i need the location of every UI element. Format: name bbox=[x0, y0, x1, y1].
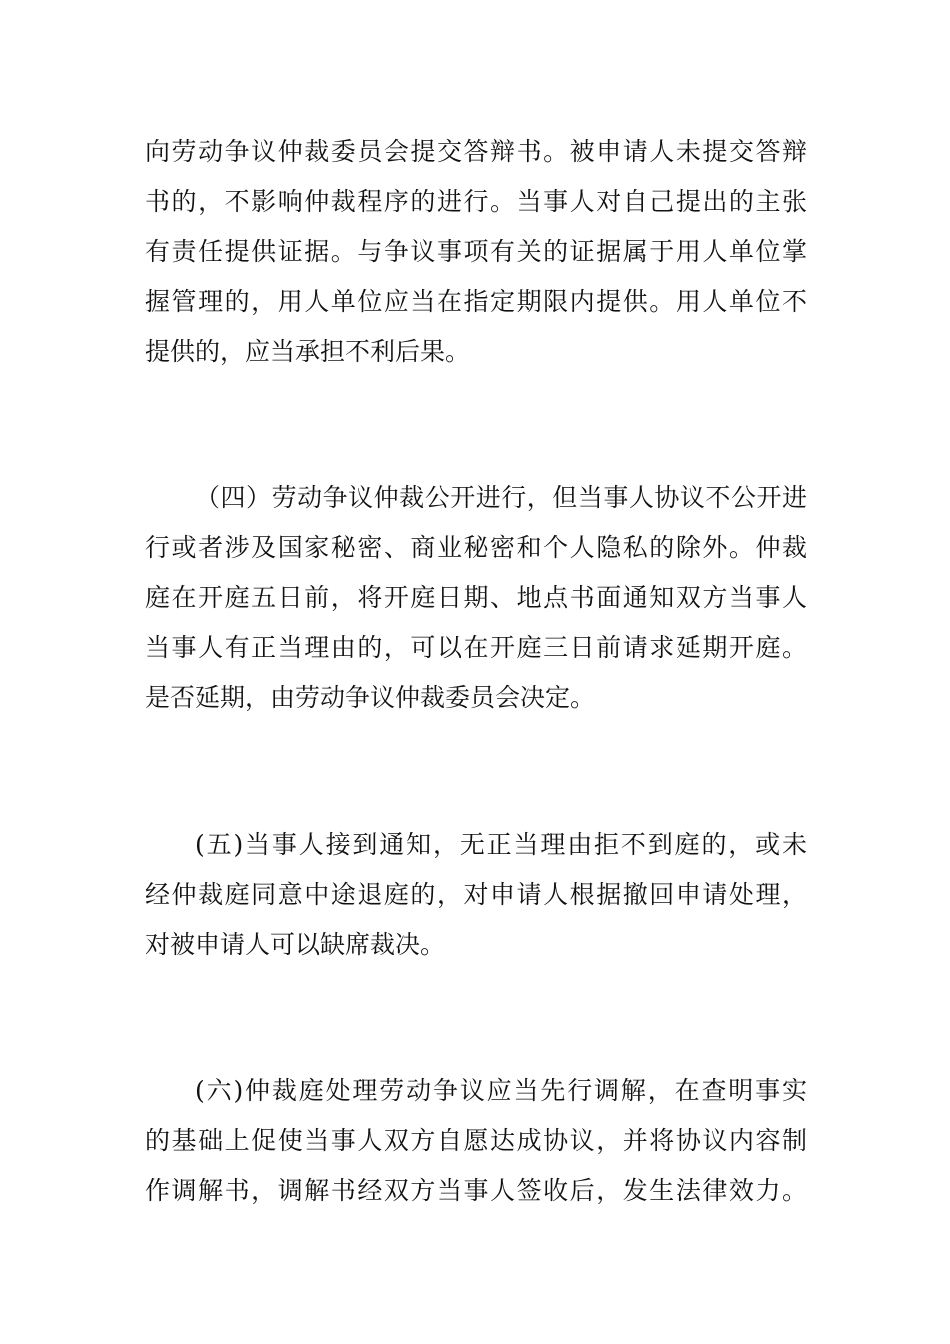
paragraph-4-line-1: (六)仲裁庭处理劳动争议应当先行调解，在查明事实 bbox=[195, 1076, 807, 1105]
paragraph-1-line-5: 提供的，应当承担不利后果。 bbox=[145, 337, 471, 366]
paragraph-2-line-5: 是否延期，由劳动争议仲裁委员会决定。 bbox=[145, 683, 596, 712]
paragraph-1-line-2: 书的，不影响仲裁程序的进行。当事人对自己提出的主张 bbox=[145, 187, 807, 216]
paragraph-3-line-3: 对被申请人可以缺席裁决。 bbox=[145, 930, 446, 959]
paragraph-2-line-2: 行或者涉及国家秘密、商业秘密和个人隐私的除外。仲裁 bbox=[145, 533, 807, 562]
paragraph-2-line-4: 当事人有正当理由的，可以在开庭三日前请求延期开庭。 bbox=[145, 633, 807, 662]
paragraph-4-line-2: 的基础上促使当事人双方自愿达成协议，并将协议内容制 bbox=[145, 1126, 807, 1155]
paragraph-3-line-2: 经仲裁庭同意中途退庭的，对申请人根据撤回申请处理， bbox=[145, 880, 807, 909]
paragraph-1-line-4: 握管理的，用人单位应当在指定期限内提供。用人单位不 bbox=[145, 287, 807, 316]
paragraph-2-line-3: 庭在开庭五日前，将开庭日期、地点书面通知双方当事人 bbox=[145, 583, 807, 612]
paragraph-1-line-1: 向劳动争议仲裁委员会提交答辩书。被申请人未提交答辩 bbox=[145, 137, 807, 166]
paragraph-3-line-1: (五)当事人接到通知，无正当理由拒不到庭的，或未 bbox=[195, 830, 807, 859]
paragraph-2-line-1: （四）劳动争议仲裁公开进行，但当事人协议不公开进 bbox=[195, 483, 807, 512]
paragraph-4-line-3: 作调解书，调解书经双方当事人签收后，发生法律效力。 bbox=[145, 1176, 807, 1205]
paragraph-1-line-3: 有责任提供证据。与争议事项有关的证据属于用人单位掌 bbox=[145, 237, 807, 266]
